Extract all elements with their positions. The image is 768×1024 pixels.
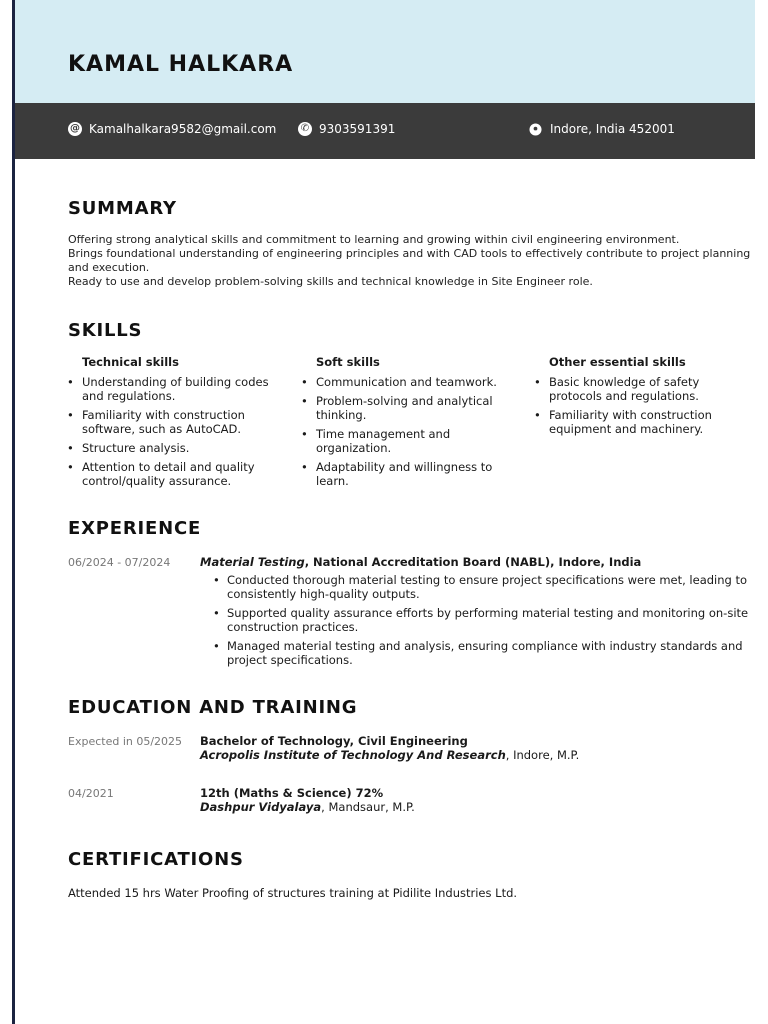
skill-item: • Structure analysis. <box>82 441 287 455</box>
education-heading: EDUCATION AND TRAINING <box>68 697 358 718</box>
skill-item: • Familiarity with construction software, such as AutoCAD. <box>82 408 287 436</box>
certification-text: Attended 15 hrs Water Proofing of structures training at Pidilite Industries Ltd. <box>68 886 518 900</box>
education-place: , Indore, M.P. <box>505 748 580 762</box>
summary-line: Ready to use and develop problem-solving skills and technical knowledge in Site Engineer role. <box>68 275 593 288</box>
certifications-heading: CERTIFICATIONS <box>68 849 244 870</box>
education-entry <box>200 734 579 762</box>
education-place: , Mandsaur, M.P. <box>321 800 415 814</box>
phone-icon: ✆ <box>298 122 312 136</box>
education-school: Acropolis Institute of Technology And Research <box>200 748 506 762</box>
location-contact <box>529 122 675 136</box>
summary-heading: SUMMARY <box>68 198 177 219</box>
location-text: Indore, India 452001 <box>550 122 675 136</box>
soft-skills-column <box>316 355 521 493</box>
location-pin-icon <box>529 123 542 136</box>
skill-item: • Communication and teamwork. <box>316 375 521 389</box>
skill-column-heading: Other essential skills <box>549 355 686 369</box>
experience-heading: EXPERIENCE <box>68 518 202 539</box>
at-sign-icon: @ <box>70 123 80 134</box>
skill-item: • Time management and organization. <box>316 427 521 455</box>
skill-item: • Adaptability and willingness to learn. <box>316 460 521 488</box>
skill-item: • Basic knowledge of safety protocols and regulations. <box>549 375 754 403</box>
experience-bullet: • Supported quality assurance efforts by performing material testing and monitoring on-site construction practices. <box>227 606 757 634</box>
summary-line: Brings foundational understanding of engineering principles and with CAD tools to effectively contribute to project planning <box>68 247 751 260</box>
summary-line: and execution. <box>68 261 150 274</box>
other-skills-column <box>549 355 754 441</box>
skills-heading: SKILLS <box>68 320 143 341</box>
email-contact[interactable] <box>68 122 276 136</box>
education-field: , Civil Engineering <box>349 734 468 748</box>
education-date: Expected in 05/2025 <box>68 735 183 748</box>
skill-item: • Problem-solving and analytical thinking. <box>316 394 521 422</box>
skill-column-heading: Soft skills <box>316 355 380 369</box>
experience-bullet: • Conducted thorough material testing to ensure project specifications were met, leading to consistently high-quality outputs. <box>227 573 757 601</box>
education-degree: 12th (Maths & Science) 72% <box>200 786 384 800</box>
skill-item: • Familiarity with construction equipment and machinery. <box>549 408 754 436</box>
education-entry <box>200 786 415 814</box>
education-date: 04/2021 <box>68 787 114 800</box>
experience-bullets <box>227 573 757 672</box>
education-school: Dashpur Vidyalaya <box>200 800 322 814</box>
summary-line: Offering strong analytical skills and commitment to learning and growing within civil engineering environment. <box>68 233 680 246</box>
experience-title <box>200 555 641 569</box>
skill-item: • Understanding of building codes and regulations. <box>82 375 287 403</box>
candidate-name: KAMAL HALKARA <box>68 52 294 77</box>
experience-role: Material Testing <box>200 555 305 569</box>
phone-contact[interactable] <box>298 122 395 136</box>
technical-skills-column <box>82 355 287 493</box>
contact-bar <box>15 103 755 159</box>
experience-date: 06/2024 - 07/2024 <box>68 556 171 569</box>
experience-bullet: • Managed material testing and analysis, ensuring compliance with industry standards and project specifications. <box>227 639 757 667</box>
summary-text <box>68 233 768 289</box>
phone-text[interactable]: 9303591391 <box>319 122 396 136</box>
skill-column-heading: Technical skills <box>82 355 179 369</box>
skill-item: • Attention to detail and quality control/quality assurance. <box>82 460 287 488</box>
experience-org: , National Accreditation Board (NABL), Indore, India <box>304 555 642 569</box>
email-text[interactable]: Kamalhalkara9582@gmail.com <box>89 122 277 136</box>
education-degree: Bachelor of Technology <box>200 734 350 748</box>
